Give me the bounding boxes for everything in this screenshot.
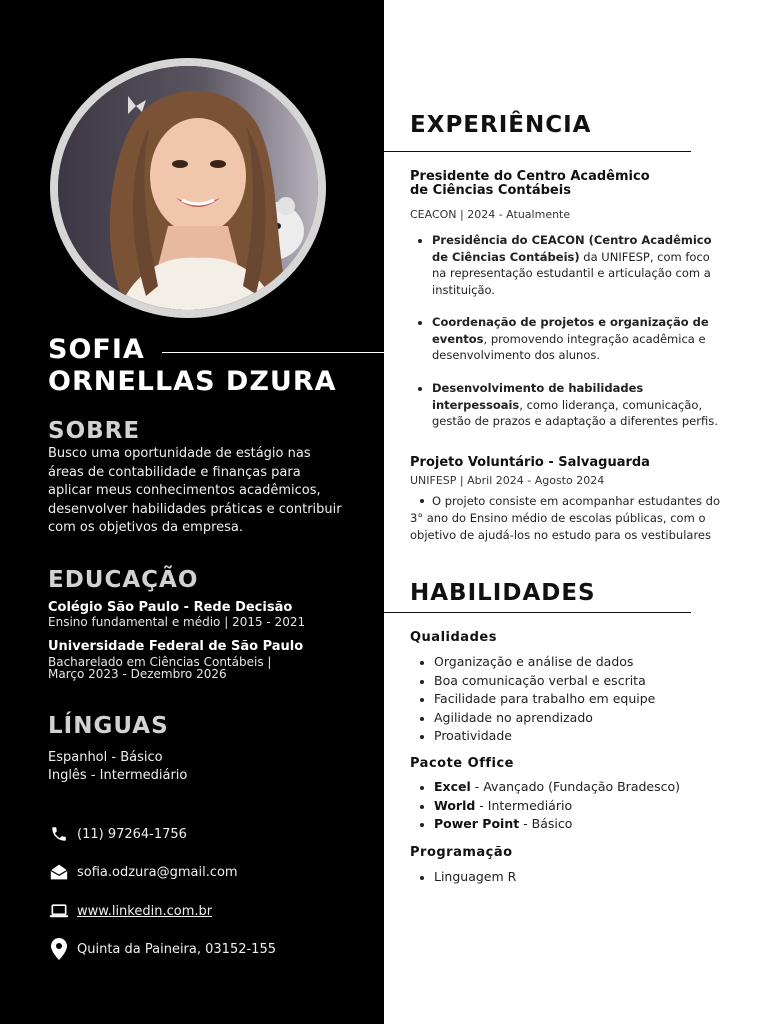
website-link[interactable]: www.linkedin.com.br [77,903,213,919]
name-first: SOFIA [48,334,145,365]
phone-number: (11) 97264-1756 [77,826,187,842]
list-item [410,778,740,797]
address: Quinta da Paineira, 03152-155 [77,941,276,957]
experience-heading: EXPERIÊNCIA [410,112,592,138]
education-school-1: Colégio São Paulo - Rede Decisão [48,600,293,615]
full-name [48,334,337,398]
list-item: Boa comunicação verbal e escrita [410,672,740,691]
job-title-line2: de Ciências Contábeis [410,183,571,198]
contact-address [48,937,276,961]
education-school-2-detail-line1: Bacharelado em Ciências Contábeis | [48,655,272,669]
skill-name: Excel [434,779,471,794]
profile-photo-frame [50,58,326,318]
skill-level: - Avançado (Fundação Bradesco) [470,779,681,794]
qualities-heading: Qualidades [410,630,497,645]
list-item [410,232,722,298]
job-title [410,170,710,198]
job-title-line1: Presidente do Centro Acadêmico [410,169,650,184]
name-last: ORNELLAS DZURA [48,366,337,397]
bullet-bold: Presidência do CEACON (Centro Acadêmico de Ciências Contábeis) [432,233,712,264]
list-item [410,815,740,834]
skill-name: World [434,797,476,813]
skill-level: - Básico [519,816,573,831]
programming-list [410,868,740,887]
list-item: Facilidade para trabalho em equipe [410,690,740,709]
bullet-text: , promovendo integração acadêmica e desenvolvimento dos alunos. [432,331,706,362]
office-heading: Pacote Office [410,756,514,771]
programming-heading: Programação [410,845,513,860]
education-school-2: Universidade Federal de São Paulo [48,639,304,654]
skill-name: Power Point [434,816,520,831]
list-item [410,314,722,364]
list-item [410,797,740,816]
skills-heading: HABILIDADES [410,580,596,606]
languages-heading: LÍNGUAS [48,713,169,739]
project-description [410,493,726,544]
education-heading: EDUCAÇÃO [48,567,199,593]
laptop-icon [48,900,70,922]
project-description-text: O projeto consiste em acompanhar estudantes do 3° ano do Ensino médio de escolas públicas, com o objetivo de ajudá-los no estudo para os vestibulares [410,494,721,542]
bullet-bold: Coordenação de projetos e organização de eventos [432,315,709,346]
job-meta: CEACON | 2024 - Atualmente [410,208,571,221]
contact-phone [48,822,187,846]
project-title: Projeto Voluntário - Salvaguarda [410,455,650,470]
contact-website [48,899,212,923]
list-item: Proatividade [410,727,740,746]
project-meta: UNIFESP | Abril 2024 - Agosto 2024 [410,474,605,487]
list-item: Linguagem R [410,868,740,887]
language-item: Inglês - Intermediário [48,768,188,783]
qualities-list [410,653,740,746]
language-item: Espanhol - Básico [48,750,163,765]
education-school-1-detail: Ensino fundamental e médio | 2015 - 2021 [48,615,306,629]
bullet-text: , como liderança, comunicação, gestão de prazos e adaptação a diferentes perfis. [432,397,718,428]
job-bullets [410,314,722,364]
about-heading: SOBRE [48,418,141,444]
about-text: Busco uma oportunidade de estágio nas áreas de contabilidade e finanças para aplicar meus conhecimentos acadêmicos, desenvolver habilidades práticas e contribuir com os objetivos da empresa. [48,446,342,535]
list-item: Organização e análise de dados [410,653,740,672]
job-bullets [410,232,722,298]
office-list [410,778,740,834]
location-pin-icon [48,938,70,960]
name-divider [162,352,384,353]
phone-icon [48,823,70,845]
skill-level: - Intermediário [475,797,573,813]
job-bullets [410,380,722,430]
education-school-2-detail-line2: Março 2023 - Dezembro 2026 [48,667,227,681]
list-item [410,380,722,430]
main-content [384,0,768,1024]
experience-divider [384,151,691,152]
mail-icon [48,861,70,883]
profile-photo [58,66,318,310]
bullet-bold: Desenvolvimento de habilidades interpessoais [432,381,644,412]
contact-email [48,860,238,884]
bullet-text: da UNIFESP, com foco na representação estudantil e articulação com a instituição. [432,249,711,297]
skills-divider [384,612,691,613]
email-address[interactable]: sofia.odzura@gmail.com [77,864,238,880]
list-item: Agilidade no aprendizado [410,709,740,728]
